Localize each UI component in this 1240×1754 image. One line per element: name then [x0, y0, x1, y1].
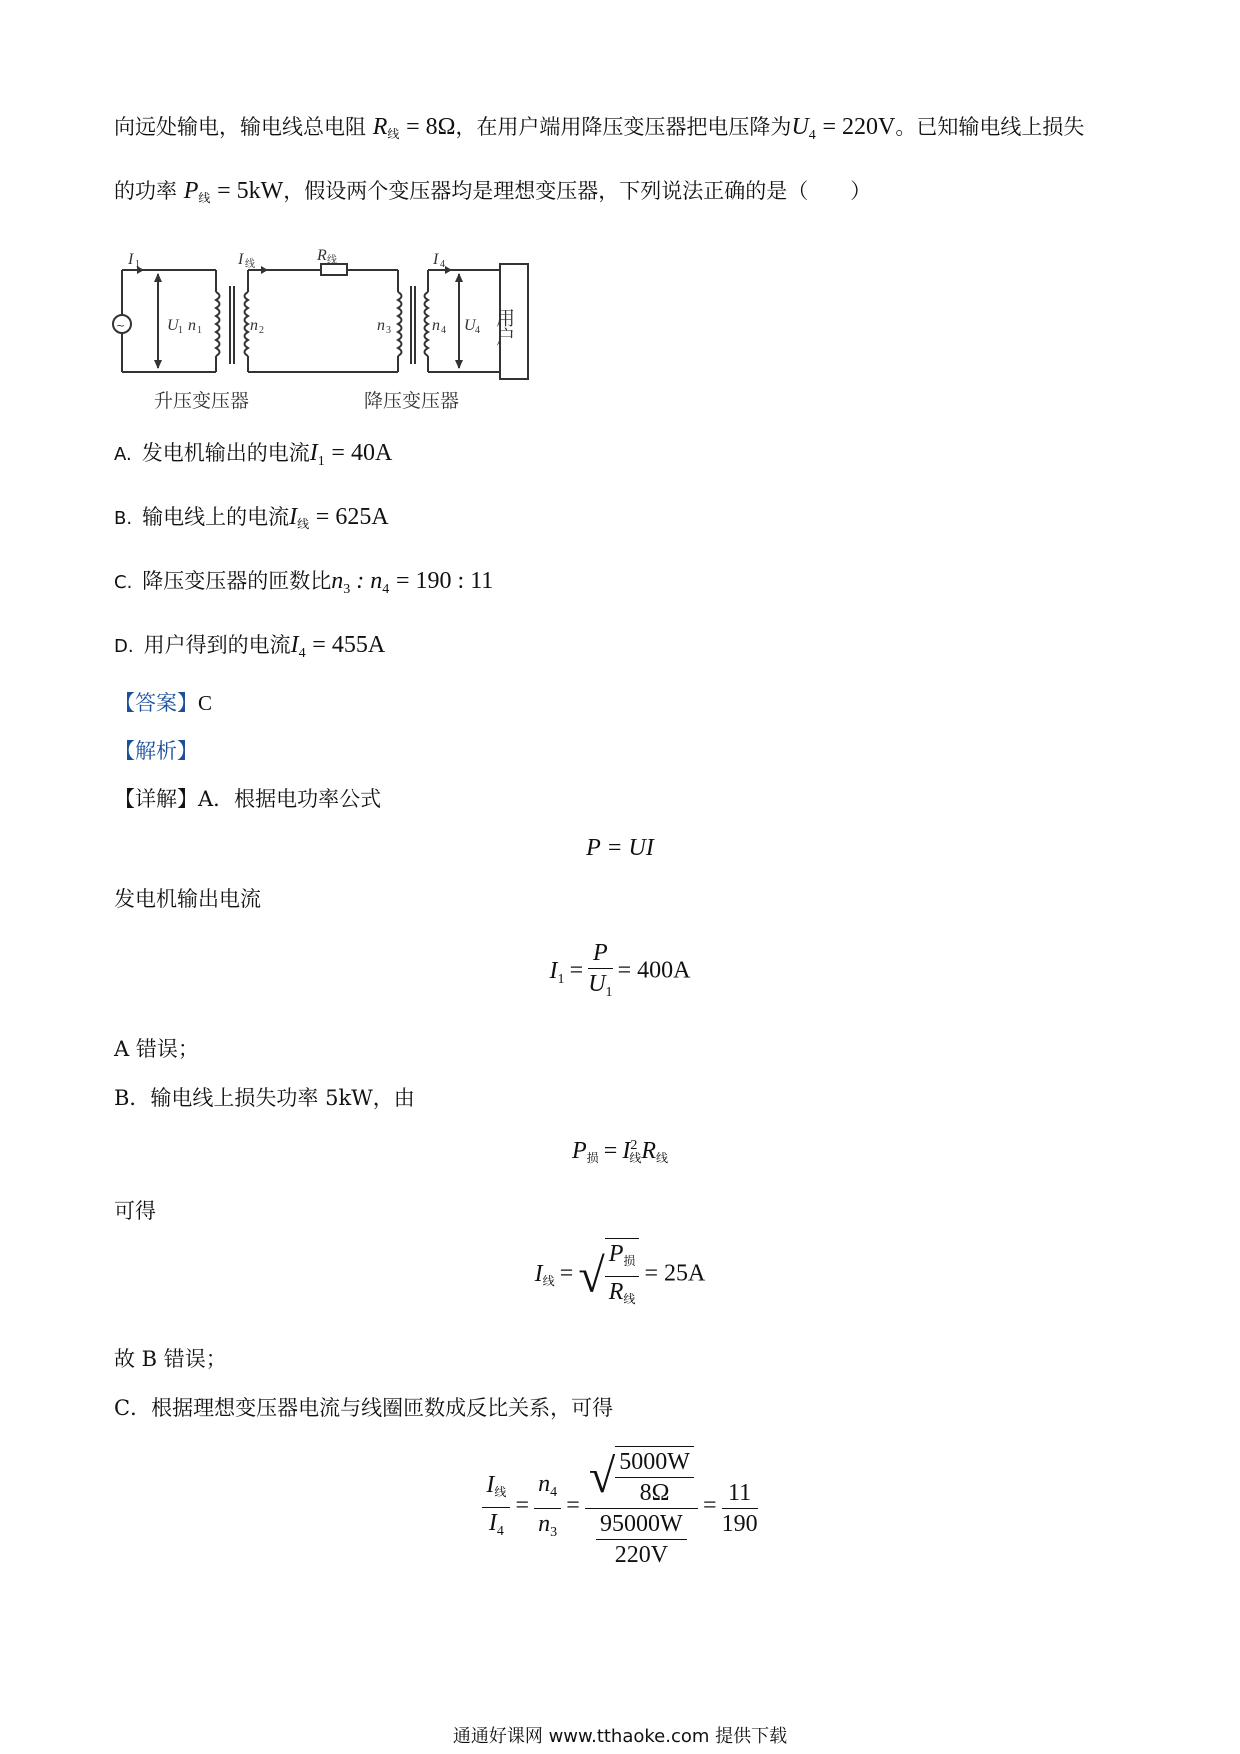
- option-d[interactable]: D. 用户得到的电流$I_4 = 455A$: [114, 632, 386, 661]
- svg-text:1: 1: [178, 325, 183, 336]
- svg-text:3: 3: [386, 325, 391, 336]
- a-wrong-text: A 错误；: [114, 1037, 199, 1061]
- answer-line: [114, 688, 212, 718]
- svg-text:4: 4: [441, 325, 446, 336]
- svg-text:1: 1: [197, 325, 202, 336]
- answer-label: 【答案】: [114, 691, 198, 715]
- svg-text:2: 2: [259, 325, 264, 336]
- b-intro-text: B．输电线上损失功率 5kW，由: [114, 1086, 415, 1110]
- analysis-label: 【解析】: [114, 739, 198, 763]
- eq-i1: $I_1$ = $\frac{P}{U_1}$ = 400A: [549, 940, 691, 1000]
- c-intro-text: C．根据理想变压器电流与线圈匝数成反比关系，可得: [114, 1396, 614, 1420]
- question-text: ，假设两个变压器均是理想变压器，下列说法正确的是（ ）: [283, 179, 872, 203]
- question-text: ，在用户端用降压变压器把电压降为: [455, 115, 792, 139]
- eq-iline: $I_线$ = √ $\frac{P_损}{R_线}$ = 25A: [0, 1238, 1240, 1314]
- question-line-1: 向远处输电，输电线总电阻 $R_线 = 8\Omega$，在用户端用降压变压器把电压降为$U_4 = 220V$。已知输电线上损失: [114, 114, 1085, 143]
- question-line-2: 的功率 $P_线 = 5kW$，假设两个变压器均是理想变压器，下列说法正确的是（ ）: [114, 178, 872, 205]
- r-line-value: = 8Ω: [406, 114, 456, 140]
- label-rline: R: [317, 247, 327, 264]
- label-rline-sub: 线: [327, 255, 337, 266]
- u4-value: = 220V: [822, 114, 896, 140]
- circuit-diagram: [112, 240, 542, 415]
- label-i1: I: [128, 251, 134, 268]
- step-down-label: 降压变压器: [364, 390, 460, 412]
- b-wrong-text: 故 B 错误；: [114, 1347, 227, 1371]
- label-n2: n: [250, 317, 258, 334]
- user-box-label: 用户: [493, 308, 515, 346]
- eq-p-ui: P = UI: [586, 835, 654, 861]
- option-b[interactable]: B. 输电线上的电流$I_线 = 625A$: [114, 504, 389, 531]
- label-n1: n: [188, 317, 196, 334]
- svg-text:4: 4: [440, 259, 445, 270]
- step-up-label: 升压变压器: [154, 390, 250, 412]
- eq-p-loss: $P_损 = I^2_线R_线$: [571, 1138, 669, 1165]
- detail-a: 【详解】A．根据电功率公式: [114, 787, 382, 811]
- question-text: 的功率: [114, 179, 177, 203]
- option-c[interactable]: C. 降压变压器的匝数比$n_3$ : $n_4 = 190$ : 11: [114, 568, 494, 597]
- gen-current-text: 发电机输出电流: [114, 887, 261, 911]
- keide-text: 可得: [114, 1199, 156, 1223]
- question-text: 。已知输电线上损失: [895, 115, 1085, 139]
- svg-text:~: ~: [116, 319, 126, 332]
- option-a[interactable]: A. 发电机输出的电流$I_1 = 40A$: [114, 440, 393, 469]
- label-n4: n: [432, 317, 440, 334]
- svg-text:4: 4: [475, 325, 480, 336]
- p-line-value: = 5kW: [217, 178, 284, 204]
- label-n3: n: [377, 317, 385, 334]
- label-u4: U: [464, 317, 476, 334]
- label-iline-sub: 线: [245, 259, 255, 270]
- label-iline: I: [238, 251, 244, 268]
- footer-watermark: 通通好课网 www.tthaoke.com 提供下载: [452, 1726, 788, 1747]
- label-u1: U: [167, 317, 179, 334]
- svg-text:1: 1: [135, 259, 140, 270]
- label-i4: I: [433, 251, 439, 268]
- answer-value: C: [198, 691, 213, 715]
- eq-c-ratio: $\frac{I_线}{I_4}$ = $\frac{n_4}{n_3}$ = √ $\frac{5000W}{8\Omega}$ $\frac{95000W}{220V}$ = $\frac{11}{190}$: [0, 1446, 1240, 1570]
- question-text: 向远处输电，输电线总电阻: [114, 115, 366, 139]
